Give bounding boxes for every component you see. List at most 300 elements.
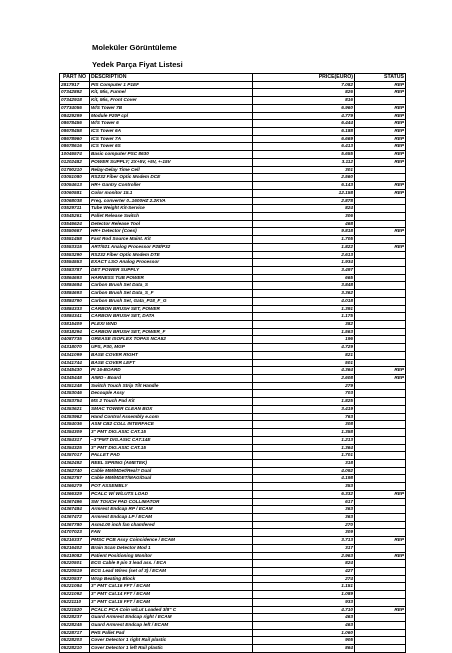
price-cell: 4.779 [253,112,355,120]
part-number-cell: 2817917 [60,81,90,89]
description-cell: Carbon Brush Set, Gata_P18_F_G [90,297,253,305]
description-cell: Color monitor 15.1 [90,189,253,197]
price-cell: 3.848 [253,282,355,290]
price-cell: 826 [253,89,355,97]
price-cell: 1.151 [253,583,355,591]
price-cell: 306 [253,212,355,220]
status-cell [355,645,406,653]
description-cell: Decouple Assy [90,390,253,398]
part-number-cell: 04353621 [60,405,90,413]
description-cell: 3" PMT DIG.ASIC CAT.15 [90,429,253,437]
price-cell: 1.358 [253,429,355,437]
table-row [60,297,406,305]
header-description: DESCRIPTION [90,74,253,82]
part-number-cell: 03545261 [60,212,90,220]
part-number-cell: 03553290 [60,251,90,259]
header-status: STATUS [355,74,406,82]
part-number-cell: 04318070 [60,344,90,352]
part-number-cell: 03864693 [60,274,90,282]
status-cell [355,629,406,637]
table-row [60,321,406,329]
table-row [60,328,406,336]
part-number-cell: 04367484 [60,506,90,514]
description-cell: FAN [90,529,253,537]
description-cell: PI 16-BOARD [90,367,253,375]
price-cell: 463 [253,614,355,622]
price-cell: 301 [253,166,355,174]
status-cell: REP [355,104,406,112]
table-row [60,128,406,136]
table-row [60,645,406,653]
table-row [60,467,406,475]
description-cell: Freq. converter 0..1600HZ 2.2KVA [90,197,253,205]
price-cell: 353 [253,483,355,491]
status-cell: REP [355,128,406,136]
part-number-cell: 05228717 [60,629,90,637]
price-cell: 763 [253,413,355,421]
status-cell [355,297,406,305]
description-cell: ~3"PMT DIG.ASIC CAT.14E [90,436,253,444]
price-cell: 270 [253,521,355,529]
status-cell: REP [355,606,406,614]
status-cell [355,266,406,274]
price-cell: 2.613 [253,251,355,259]
status-cell: REP [355,158,406,166]
part-number-cell: 04345448 [60,375,90,383]
price-cell: 1.175 [253,313,355,321]
description-cell: RS232 Fiber Optic Modem DCE [90,174,253,182]
status-cell [355,467,406,475]
price-cell: 382 [253,321,355,329]
price-cell: 308 [253,421,355,429]
part-number-cell: 04362757 [60,475,90,483]
description-cell: Patient Positioning Monitor [90,552,253,560]
part-number-cell: 05220519 [60,568,90,576]
status-cell [355,413,406,421]
part-number-cell: 01202482 [60,158,90,166]
part-number-cell: 05216402 [60,544,90,552]
status-cell [355,274,406,282]
table-row [60,282,406,290]
part-number-cell: 04362492 [60,459,90,467]
table-row [60,637,406,645]
description-cell: ART/921 Analog Processor P28/P32 [90,243,253,251]
status-cell [355,236,406,244]
description-cell: Relay-Delay Time Cell [90,166,253,174]
status-cell [355,429,406,437]
status-cell [355,382,406,390]
price-cell: 468 [253,220,355,228]
table-row [60,506,406,514]
table-row [60,305,406,313]
status-cell [355,583,406,591]
status-cell [355,336,406,344]
status-cell: REP [355,89,406,97]
price-cell: 318 [253,459,355,467]
part-number-cell: 04341099 [60,351,90,359]
description-cell: Wrap Beating Block [90,575,253,583]
price-cell: 6.669 [253,135,355,143]
part-number-cell: 03551458 [60,236,90,244]
status-cell: REP [355,375,406,383]
description-cell: Cable MM/MDet/Real? Dual [90,467,253,475]
part-number-cell: 04366279 [60,483,90,491]
status-cell: REP [355,135,406,143]
description-cell: Brain Scan Detector Mod 1 [90,544,253,552]
document-title: Moleküler Görüntüleme [92,43,177,52]
part-number-cell: 08678616 [60,143,90,151]
price-cell: 703 [253,390,355,398]
status-cell [355,97,406,105]
table-row [60,429,406,437]
description-cell: Guard Armrest Endcap right / ECAM [90,614,253,622]
part-number-cell: 07342918 [60,97,90,105]
part-number-cell: 05228203 [60,637,90,645]
table-row [60,382,406,390]
header-part-no: PART NO [60,74,90,82]
part-number-cell: 03583787 [60,266,90,274]
status-cell [355,622,406,630]
status-cell [355,220,406,228]
table-row [60,166,406,174]
price-cell: 824 [253,205,355,213]
description-cell: W/S Tower 6 [90,120,253,128]
part-number-cell: 03818294 [60,328,90,336]
table-row [60,606,406,614]
table-row [60,104,406,112]
table-row [60,459,406,467]
table-row [60,436,406,444]
table-row [60,266,406,274]
price-cell: 6.188 [253,128,355,136]
part-number-cell: 07734056 [60,104,90,112]
description-cell: HR+ Gantry Controller [90,182,253,190]
table-row [60,120,406,128]
table-row [60,205,406,213]
description-cell: Asm4.00 inch fan chamfered [90,521,253,529]
price-cell: 3.713 [253,537,355,545]
description-cell: PALLET PAD [90,452,253,460]
status-cell: REP [355,81,406,89]
price-cell: 6.332 [253,490,355,498]
description-cell: ICS Tower 6A [90,128,253,136]
description-cell: Guard Armrest Endcap left / ECAM [90,622,253,630]
description-cell: ICS Tower 7A [90,135,253,143]
status-cell: REP [355,537,406,545]
price-cell: 6.143 [253,182,355,190]
table-row [60,537,406,545]
description-cell: Module P20P cpl [90,112,253,120]
part-number-cell: 05221084 [60,583,90,591]
description-cell: Detector Release Tool [90,220,253,228]
table-row [60,336,406,344]
part-number-cell: 04354309 [60,429,90,437]
table-row [60,568,406,576]
description-cell: Pallet Release Switch [90,212,253,220]
status-cell [355,174,406,182]
part-number-cell: 04367780 [60,521,90,529]
status-cell [355,575,406,583]
price-cell: 2.963 [253,552,355,560]
price-cell: 821 [253,351,355,359]
price-cell: 4.364 [253,367,355,375]
part-number-cell: 05221092 [60,591,90,599]
table-row [60,405,406,413]
table-row [60,313,406,321]
price-cell: 1.825 [253,398,355,406]
price-cell: 1.391 [253,305,355,313]
description-cell: Armrest Endcap RP / ECAM [90,506,253,514]
description-cell: ICS Tower 6S [90,143,253,151]
part-number-cell: 07342892 [60,89,90,97]
table-row [60,598,406,606]
table-row [60,629,406,637]
table-row [60,97,406,105]
part-number-cell: 04341744 [60,359,90,367]
status-cell: REP [355,182,406,190]
part-number-cell: 05220501 [60,560,90,568]
price-cell: 309 [253,529,355,537]
price-cell: 824 [253,560,355,568]
price-cell: 864 [253,645,355,653]
description-cell: POWER SUPPLY; 2X+5V, +5V, +-15V [90,158,253,166]
description-cell: W/S Tower 7B [90,104,253,112]
status-cell [355,591,406,599]
part-number-cell: 04087735 [60,336,90,344]
table-row [60,182,406,190]
table-row [60,174,406,182]
table-row [60,521,406,529]
table-row [60,513,406,521]
status-cell [355,390,406,398]
description-cell: 3" PMT Cat.14 FFT / ECAM [90,591,253,599]
table-row [60,274,406,282]
part-number-cell: 03060581 [60,189,90,197]
table-row [60,490,406,498]
status-cell [355,359,406,367]
table-row [60,367,406,375]
table-row [60,359,406,367]
price-cell: 12.158 [253,189,355,197]
price-cell: 3.419 [253,405,355,413]
part-number-cell: 04367472 [60,513,90,521]
table-row [60,251,406,259]
table-row [60,483,406,491]
price-cell: 665 [253,274,355,282]
table-row [60,259,406,267]
status-cell [355,205,406,213]
price-cell: 1.213 [253,436,355,444]
part-number-cell: 03884684 [60,282,90,290]
part-number-cell: 05221520 [60,606,90,614]
part-number-cell: 08678960 [60,135,90,143]
part-number-cell: 04351248 [60,382,90,390]
part-number-cell: 04353962 [60,413,90,421]
price-cell: 4.198 [253,475,355,483]
table-row [60,475,406,483]
description-cell: Cover Detector 1 left Rail plastic [90,645,253,653]
status-cell [355,259,406,267]
part-number-cell: 03815409 [60,321,90,329]
description-cell: 3" PMT Cat.15 FFT / ECAM [90,598,253,606]
price-cell: 196 [253,336,355,344]
price-cell: 6.413 [253,143,355,151]
part-number-cell: 03051080 [60,174,90,182]
part-number-cell: 05228245 [60,622,90,630]
table-row [60,89,406,97]
status-cell: REP [355,367,406,375]
status-cell [355,313,406,321]
description-cell: EXACT LSO Analog Processor [90,259,253,267]
status-cell [355,282,406,290]
table-row [60,622,406,630]
price-cell: 463 [253,622,355,630]
table-row [60,375,406,383]
price-cell: 4.710 [253,606,355,614]
status-cell [355,290,406,298]
price-cell: 933 [253,598,355,606]
description-cell: PCALC W/ W/LUTS LOAD [90,490,253,498]
description-cell: CARBON BRUSH SET, POWER [90,305,253,313]
status-cell [355,513,406,521]
price-cell: 1.563 [253,328,355,336]
status-cell [355,251,406,259]
description-cell: PHS Pallet Pad [90,629,253,637]
description-cell: CARBON BRUSH SET, POWER_F [90,328,253,336]
part-number-cell: 10046574 [60,151,90,159]
price-cell: 3.362 [253,290,355,298]
price-cell: 9.818 [253,228,355,236]
status-cell [355,405,406,413]
part-number-cell: 03884693 [60,290,90,298]
part-number-cell: 04354036 [60,421,90,429]
part-number-cell: 04357017 [60,452,90,460]
description-cell: Cable MM/MDET/MAG/Dual [90,475,253,483]
status-cell [355,328,406,336]
status-cell [355,498,406,506]
status-cell [355,637,406,645]
table-row [60,529,406,537]
price-cell: 5.655 [253,151,355,159]
table-row [60,344,406,352]
price-cell: 2.878 [253,197,355,205]
description-cell: Switch Touch Strip Tilt Handle [90,382,253,390]
status-cell [355,483,406,491]
description-cell: DET POWER SUPPLY [90,266,253,274]
status-cell [355,351,406,359]
status-cell [355,398,406,406]
status-cell [355,521,406,529]
part-number-cell: 03546624 [60,220,90,228]
description-cell: MS 2 Touch Pad Kit [90,398,253,406]
price-cell: 1.822 [253,243,355,251]
table-row [60,390,406,398]
table-row [60,452,406,460]
description-cell: SW TOUCH PAD COLLIMATOR [90,498,253,506]
description-cell: ECG Cable 9 pin 3 lead ass. / ECA [90,560,253,568]
status-cell [355,321,406,329]
part-number-cell: 05220537 [60,575,90,583]
header-price: PRICE(EURO) [253,74,355,82]
table-row [60,151,406,159]
status-cell [355,598,406,606]
description-cell: PLEXI WND [90,321,253,329]
status-cell: REP [355,228,406,236]
part-number-cell: 05228210 [60,645,90,653]
price-cell: 2.608 [253,375,355,383]
part-number-cell: 04366329 [60,490,90,498]
table-row [60,498,406,506]
table-row [60,158,406,166]
description-cell: BASE COVER RIGHT [90,351,253,359]
table-row [60,583,406,591]
part-number-cell: 05216337 [60,537,90,545]
status-cell [355,452,406,460]
price-cell: 427 [253,568,355,576]
status-cell [355,436,406,444]
description-cell: Carbon Brush Set Data_S [90,282,253,290]
description-cell: PIS Computer 1 P1EF [90,81,253,89]
part-number-cell: 04707023 [60,529,90,537]
table-row [60,189,406,197]
table-row [60,81,406,89]
price-cell: 2.560 [253,174,355,182]
table-row [60,575,406,583]
price-cell: 1.701 [253,452,355,460]
price-cell: 1.364 [253,444,355,452]
price-cell: 1.060 [253,629,355,637]
status-cell: REP [355,112,406,120]
price-cell: 279 [253,382,355,390]
description-cell: PMSC PCB Assy Coincidence / ECAM [90,537,253,545]
description-cell: AIMO - Board [90,375,253,383]
part-number-cell: 03554553 [60,259,90,267]
price-cell: 1.934 [253,259,355,267]
part-number-cell: 04362740 [60,467,90,475]
status-cell [355,560,406,568]
status-cell: REP [355,151,406,159]
price-cell: 363 [253,513,355,521]
table-row [60,228,406,236]
description-cell: Carbon Brush Set Data_S_F [90,290,253,298]
part-number-cell: 05419082 [60,552,90,560]
status-cell [355,166,406,174]
table-row [60,243,406,251]
price-list-table [59,73,405,653]
table-row [60,560,406,568]
price-cell: 501 [253,359,355,367]
description-cell: PCALC PCA Coin w/Lut Loaded 3/8" C [90,606,253,614]
part-number-cell: 03550667 [60,228,90,236]
table-row [60,220,406,228]
table-row [60,236,406,244]
description-cell: RS232 Fiber Optic Modem DTE [90,251,253,259]
status-cell [355,444,406,452]
price-cell: 274 [253,575,355,583]
description-cell: HARNESS TUB POWER [90,274,253,282]
part-number-cell: 04354317 [60,436,90,444]
table-row [60,351,406,359]
price-cell: 617 [253,498,355,506]
status-cell [355,614,406,622]
status-cell: REP [355,490,406,498]
status-cell [355,305,406,313]
part-number-cell: 08678458 [60,128,90,136]
description-cell: POT ASSEMBLY [90,483,253,491]
part-number-cell: 04354325 [60,444,90,452]
table-row [60,398,406,406]
table-row [60,135,406,143]
